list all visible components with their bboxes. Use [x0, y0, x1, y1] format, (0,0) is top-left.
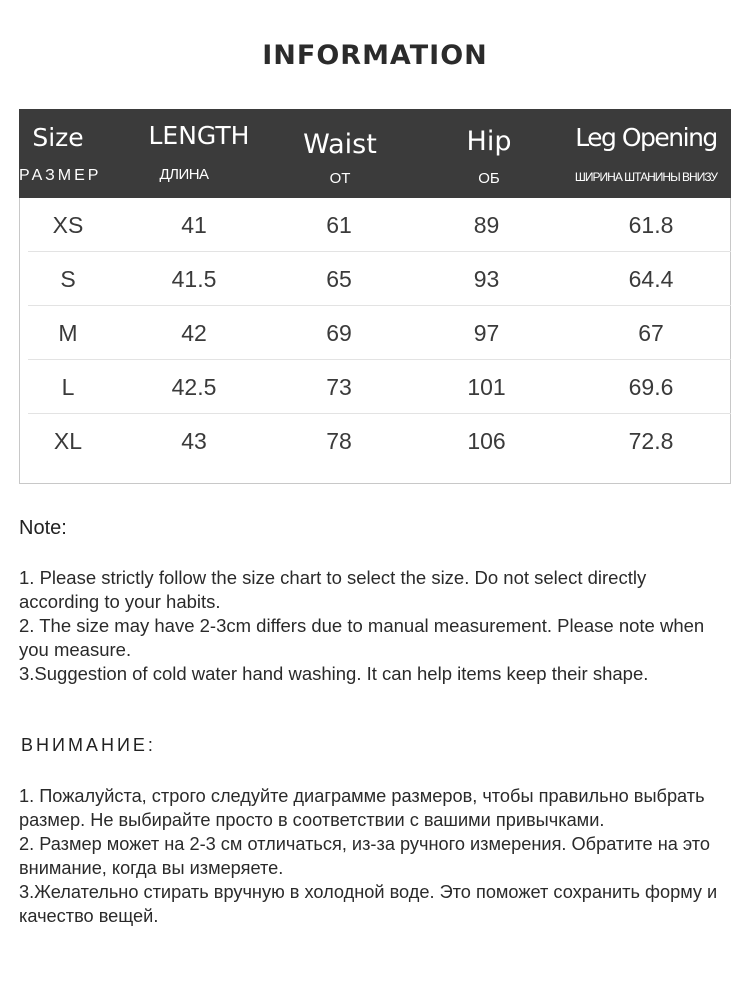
cell-leg-opening: 61.8: [628, 212, 674, 238]
note-item: 1. Please strictly follow the size chart to select the size. Do not select directly according to your habits.: [19, 567, 647, 612]
header-leg-opening: [561, 109, 731, 198]
cell-waist: 73: [326, 374, 352, 400]
table-row: [19, 414, 731, 468]
header-hip-label-ru: ОБ: [478, 170, 500, 187]
cell-size: XS: [52, 212, 84, 238]
table-row: [19, 306, 731, 360]
cell-hip: 89: [473, 212, 500, 238]
cell-waist: 78: [326, 428, 352, 454]
cell-hip: 93: [473, 266, 500, 292]
cell-waist: 65: [326, 266, 352, 292]
cell-length: 41: [181, 212, 207, 238]
header-waist-label-ru: ОТ: [329, 170, 351, 187]
cell-length: 41.5: [171, 266, 217, 292]
size-table: [19, 109, 731, 484]
page-title: INFORMATION: [262, 40, 488, 71]
cell-size: XL: [53, 428, 83, 454]
note-heading: Note:: [19, 517, 67, 539]
cell-hip: 101: [467, 374, 506, 400]
note-list-ru: [19, 784, 731, 928]
note-item: 3.Suggestion of cold water hand washing. It can help items keep their shape.: [19, 663, 649, 684]
header-length: [124, 109, 274, 198]
table-row: [19, 360, 731, 414]
note-heading-ru: ВНИМАНИЕ:: [21, 735, 156, 755]
table-row: [19, 198, 731, 252]
header-size-label: Size: [32, 123, 84, 152]
note-item: 2. The size may have 2-3cm differs due to manual measurement. Please note when you measure.: [19, 615, 705, 660]
note-item-ru: 2. Размер может на 2-3 см отличаться, из-за ручного измерения. Обратите на это внимание, когда вы измеряете.: [19, 834, 711, 878]
cell-leg-opening: 72.8: [628, 428, 674, 454]
cell-length: 43: [181, 428, 207, 454]
cell-hip: 106: [467, 428, 506, 454]
header-leg-opening-label: Leg Opening: [575, 123, 717, 152]
cell-length: 42: [181, 320, 207, 346]
cell-leg-opening: 64.4: [628, 266, 674, 292]
cell-leg-opening: 69.6: [628, 374, 674, 400]
cell-waist: 69: [326, 320, 352, 346]
note-item-ru: 1. Пожалуйста, строго следуйте диаграмме размеров, чтобы правильно выбрать размер. Не выбирайте просто в соответствии с вашими привычками.: [19, 786, 705, 830]
header-hip: [419, 109, 559, 198]
table-header: [19, 109, 731, 198]
header-length-label-ru: ДЛИНА: [159, 166, 209, 183]
note-item-ru: 3.Желательно стирать вручную в холодной воде. Это поможет сохранить форму и качество вещей.: [19, 882, 718, 926]
cell-size: M: [58, 320, 78, 346]
header-size-label-ru: РАЗМЕР: [19, 167, 102, 184]
cell-leg-opening: 67: [638, 320, 664, 346]
cell-length: 42.5: [171, 374, 217, 400]
cell-waist: 61: [326, 212, 352, 238]
cell-size: L: [61, 374, 75, 400]
header-leg-opening-label-ru: ШИРИНА ШТАНИНЫ ВНИЗУ: [574, 170, 718, 184]
header-hip-label: Hip: [466, 126, 512, 157]
header-waist: [269, 109, 411, 198]
table-row: [19, 252, 731, 306]
header-size: [19, 109, 102, 198]
header-length-label: LENGTH: [148, 121, 250, 150]
note-list: [19, 566, 731, 686]
header-waist-label: Waist: [303, 129, 377, 160]
cell-size: S: [60, 266, 76, 292]
cell-hip: 97: [473, 320, 500, 346]
